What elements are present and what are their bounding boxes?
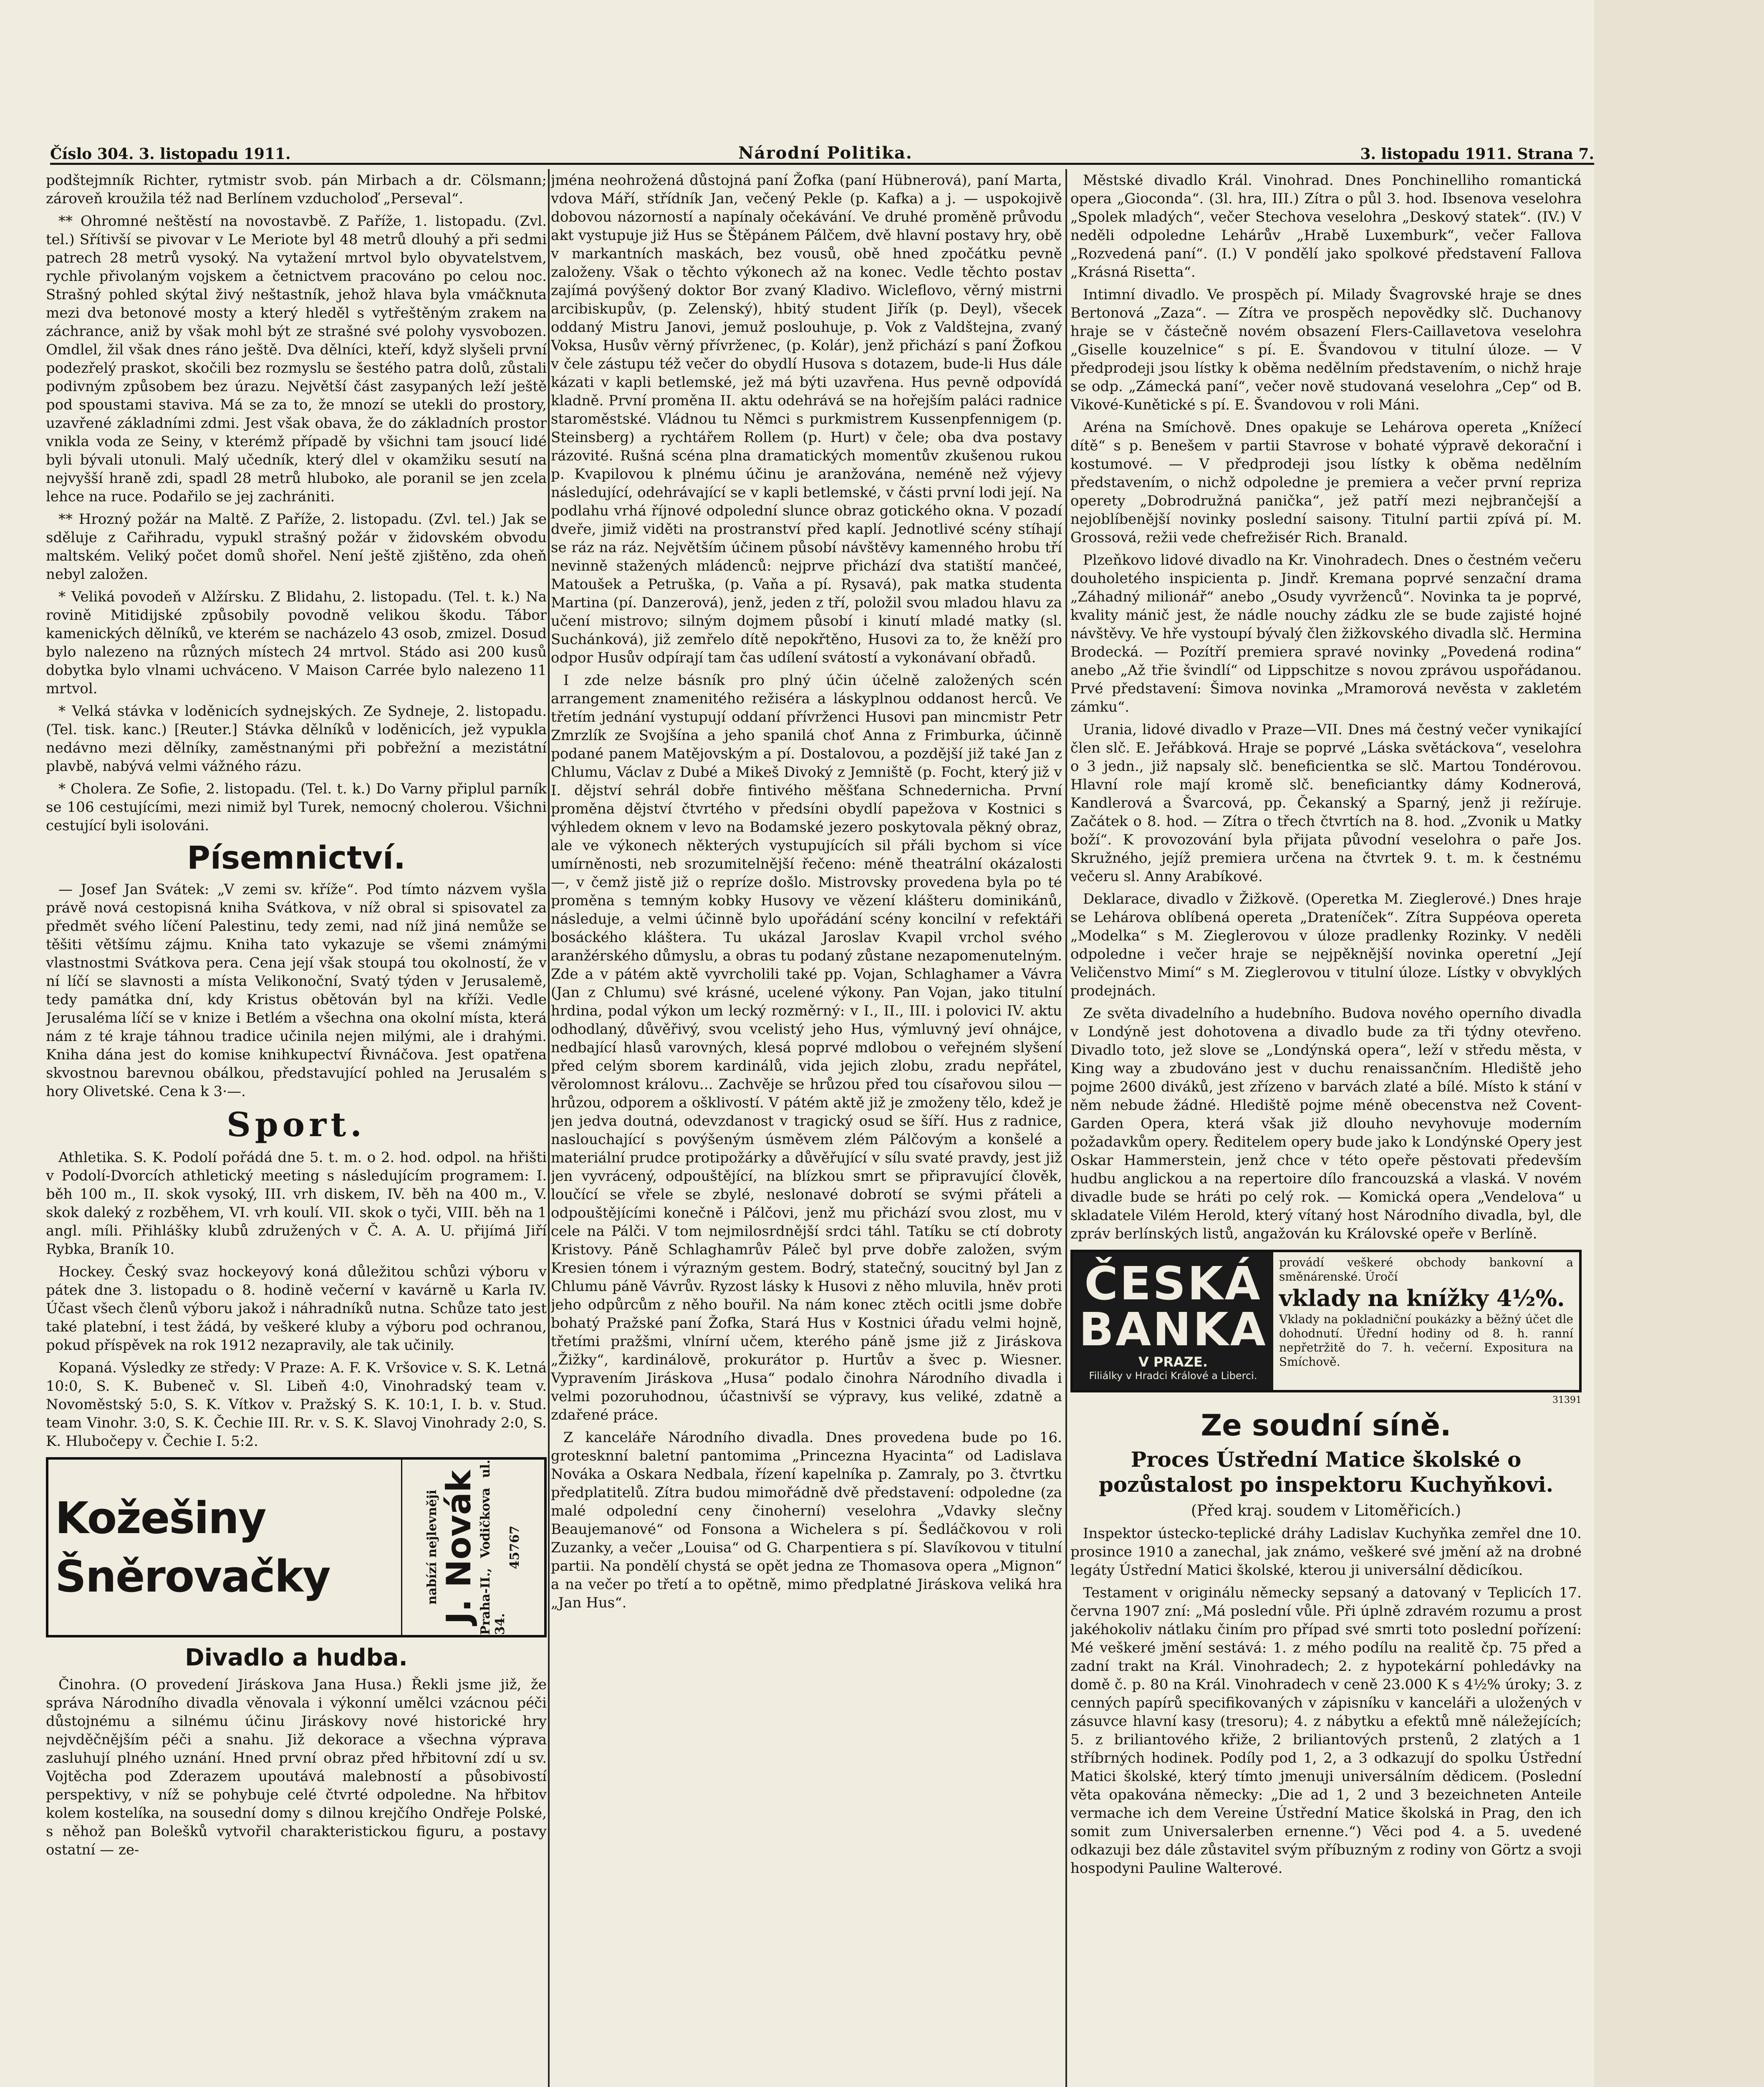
article-paragraph: Deklarace, divadlo v Žižkově. (Operetka M. Zieglerové.) Dnes hraje se Lehárova oblíbená opereta „Drateníček“. Zítra Suppéova opereta „Modelka“ s M. Zieglerovou v úloze pradlenky Rozinky. V neděli odpoledne i večer hraje se nejpěknější novinka operetní „Její Veličenstvo Mimí“ s M. Zieglerovou v titulní úloze. Lístky v obvyklých prodejnách. [1070, 891, 1582, 999]
article-paragraph: Urania, lidové divadlo v Praze—VII. Dnes má čestný večer vynikající člen slč. E. Jeřábková. Hraje se poprvé „Láska světáckova“, veselohra o 3 jedn., již napsaly slč. beneficientka se slč. Martou Tondérovou. Hlavní role mají kromě slč. beneficiantky dámy Kodnerová, Kandlerová a Švarcová, pp. Čekanský a Sparný, jenž ji režíruje. Začátek o 8. hod. — Zítra o třech čtvrtích na 8. hod. „Zvonik u Matky boží“. K provozování byla přijata původní veselohra o paře Jos. Skružného, jejíž premiera určena na čtvrtek 9. t. m. k čestnému večeru sl. Anny Arabíkové. [1070, 721, 1582, 885]
ad-line-furs: Kožešiny [55, 1493, 266, 1544]
advertisement-bank [1070, 1250, 1582, 1392]
ad-line-corsets: Šněrovačky [55, 1551, 330, 1602]
article-paragraph: Ze světa divadelního a hudebního. Budova nového operního divadla v Londýně jest dohotovena a divadlo bude za tři týdny otevřeno. Divadlo toto, jež slove se „Londýnská opera“, leží v středu města, v King way a zbudováno jest v duchu renaissančním. Hlediště jeho pojme 2600 diváků, jest zřízeno v barvách zlaté a bílé. Místo k stání v něm nebude žádné. Hlediště pojme méně obecenstva než Covent-Garden Opera, která však již dlouho nevyhovuje moderním požadavkům opery. Ředitelem opery bude jako k Londýnské Opery jest Oskar Hammerstein, jenž chce v této opeře pěstovati především hudbu anglickou a na repertoire dílo francouzská a vlaská. V novém divadle bude se hráti po celý rok. — Komická opera „Vendelova“ u skladatele Vilém Herold, který vítaný host Národního divadla, byl, dle zpráv berlínských listů, angažován ku Královské opeře v Berlíně. [1070, 1005, 1582, 1242]
article-paragraph: Plzeňkovo lidové divadlo na Kr. Vinohradech. Dnes o čestném večeru douholetého inspicienta p. Jindř. Kremana poprvé senzační drama „Záhadný milionář“ anebo „Osudy vyvrženců“. Novinka ta je poprvé, kvality mánič jest, že nádle nouchy zádku zle se bude zajisté hojné návštěvy. Ve hře vystoupí bývalý člen žižkovského divadla slč. Hermina Brodecká. — Pozítří premiera spravé novinky „Povedená rodina“ anebo „Až třie švindlí“ od Lippschitze s novou zprávou uspořádanou. Prvé představení: Šimova novinka „Mramorová nevěsta v zakletém zámku“. [1070, 552, 1582, 715]
court-subtitle: (Před kraj. soudem v Litoměřicích.) [1191, 1502, 1461, 1519]
article-paragraph: Městské divadlo Král. Vinohrad. Dnes Ponchinelliho romantická opera „Gioconda“. (3l. hra, III.) Zítra o půl 3. hod. Ibsenova veselohra „Spolek mladých“, večer Stechova veselohra „Deskový statek“. (IV.) V neděli odpoledne Lehárův „Hrabě Luxemburk“, večer Fallova „Rozvedená paní“. (I.) V pondělí jako spolkové představení Fallova „Krásná Risetta“. [1070, 172, 1582, 280]
ad-code: 45767 [507, 1525, 522, 1569]
column-1 [46, 171, 547, 2087]
bank-intro: provádí veškeré obchody bankovní a směnárenské. Úročí [1279, 1256, 1573, 1284]
bank-deposits: vklady na knížky 4½%. [1279, 1285, 1565, 1311]
article-paragraph: podštejmník Richter, rytmistr svob. pán Mirbach a dr. Cölsmann; zároveň kroužila též nad Berlínem vzducholoď „Perseval“. [46, 172, 547, 207]
article-paragraph: — Josef Jan Svátek: „V zemi sv. kříže“. Pod tímto názvem vyšla právě nová cestopisná kniha Svátkova, v níž obral si spisovatel za předmět svého líčení Palestinu, tedy zemi, nad níž jiná nemůže se těšiti většímu zájmu. Kniha tato vykazuje se všemi známými vlastnostmi Svátkova pera. Cena její však stoupá tou okolností, že v ní líčí se slavnosti a místa Velikonoční, Svatý týden v Jerusalemě, tedy památka dní, kdy Kristus obětován byl na kříži. Vedle Jerusaléma líčí se v knize i Betlém a všechna ona okolní místa, která nám z té kraje táhnou tradice učinila nejen milými, ale i drahými. Kniha dána jest do komise knihkupectví Řivnáčova. Jest opatřena skvostnou barevnou obálkou, představující pohled na Jerusalém s hory Olivetské. Cena k 3·—. [46, 881, 547, 1100]
page-margin [1594, 0, 1764, 2087]
issue-info: Číslo 304. 3. listopadu 1911. [50, 145, 291, 163]
article-paragraph: ** Ohromné neštěstí na novostavbě. Z Paříže, 1. listopadu. (Zvl. tel.) Sřítivší se pivovar v Le Meriote byl 48 metrů dlouhý a při sedmi patrech 28 metrů vysoký. Na vytažení mrtvol bylo obyvatelstvem, rychle přivolaným vojskem a četnictvem pracováno po celou noc. Strašný pohled skýtal živý neštastník, jehož hlava byla vmáčknuta mezi dva betonové mosty a který hleděl s vytřeštěným zrakem na záchrance, aniž by však mohl být ze strašné své polohy vysvobozen. Omdlel, žil však dnes ráno ještě. Dva dělníci, kteří, když slyšeli první podezřelý praskot, skočili bez rozmyslu se šestého patra dolů, zůstali podivným způsobem bez úrazu. Největší část zasypaných leží ještě pod spoustami staviva. Má se za to, že mnozí se utekli do prostory, uzavřené základními zdmi. Jest však obava, že do základních prostor vnikla voda ze Seiny, v kterémž případě by všichni tam jsoucí lidé byli bývali utonuli. Malý učedník, který dlel v okamžiku sesutí na nejvyšší hraně zdi, spadl 28 metrů hluboko, ale poranil se jen zcela lehce na ruce. Podařilo se jej zachrániti. [46, 213, 547, 505]
article-paragraph: Činohra. (O provedení Jiráskova Jana Husa.) Řekli jsme již, že správa Národního divadla věnovala i výkonní umělci vzácnou péči důstojnému a silnému účinu Jiráskovy nové historické hry nejvděčnějším péči a snahu. Již dekorace a všechna výprava zasluhují plného uznání. Hned první obraz před hřbitovní zdí u sv. Vojtěcha pod Zderazem upoutává malebností a působivostí perspektivy, v níž se pohybuje celé čtvrté odpoledne. Na hřbitov kolem kostelíka, na sousední domy s dilnou krejčího Ondřeje Polské, s něhož pan Bolešků vytvořil charakteristickou figuru, a postavy ostatní — ze- [46, 1676, 547, 1858]
section-heading-sport: Sport. [226, 1105, 366, 1144]
article-paragraph: jména neohrožená důstojná paní Žofka (paní Hübnerová), paní Marta, vdova Máří, střídník Jan, večený Pekle (p. Kafka) a j. — uspokojivě dobovou názorností a napínaly očekávání. Ve druhé proměně průvodu akt vystupuje již Hus se Štěpánem Pálčem, dvě hlavní postavy hry, obě v markantních maskách, bez vousů, obě hned zpočátku pevně založeny. Však o těchto výkonech až na konec. Vedle těchto postav zajímá povýšený doktor Bor zvaný Kladivo. Wicleflovo, věrný mistrni arcibiskupův, (p. Zelenský), hbitý student Jiřík (p. Deyl), všecek oddaný Mistru Janovi, jemuž poslouhuje, p. Vok z Valdštejna, zvaný Voksa, Husův věrný přívrženec, (p. Kolár), jenž přichází s paní Žofkou v čele zástupu též večer do obydlí Husova s dotazem, bude-li Hus dále kázati v kapli betlemské, jež má býti uzavřena. Hus pevně odpovídá kladně. První proměna II. aktu odehrává se na hořejším paláci radnice staroměstské. Vládnou tu Němci s purkmistrem Kussenpfennigem (p. Steinsberg) a rychtářem Rollem (p. Hurt) v čele; oba dva postavy rázovité. Rušná scéna plna dramatických momentův zkušenou rukou p. Kvapilovou k plnému účinu je aranžována, neméně než výjevy následující, odehrávající se v kapli betlemské, v části první lodi její. Na podlahu vrhá říjnové odpolední slunce obraz gotického okna. V pozadí dveře, jimiž viděti na prostranství před kaplí. Jednotlivé scény stíhají se ráz na ráz. Největším účinem působí návštěvy kamenného hrobu tří nevinně stažených mládenců: nejprve přichází dva statiští mančeé, Matoušek a Petruška, (p. Vaňa a pí. Rysavá), pak matka studenta Martina (pí. Danzerová), jenž, jeden z tří, položil svou mladou hlavu za učení mistrovo; silným dojmem působí i kinutí mladé matky (sl. Suchánková), již zemřelo dítě nepokřtěno, Husovi za to, že kněží pro odpor Husův odpírají tam čas udílení svátostí a vykonávaní obřadů. [551, 172, 1062, 666]
article-paragraph: I zde nelze básník pro plný účin účelně založených scén arrangement znamenitého režiséra a láskyplnou oddanost herců. Ve třetím jednání vystupují oddaní přívrženci Husovi pan mincmistr Petr Zmrzlík ze Svojšína a jeho spanilá choť Anna z Frimburka, účinně podané panem Matějovským a pí. Dostalovou, a pozdější již také Jan z Chlumu, Václav z Dubé a Mikeš Divoký z Jemniště (p. Focht, který již v I. dějství sehrál dobře fintivého měšťana Schnedernicha. První proměna dějství čtvrtého v předsíni obydlí papežova v Kostnici s výhledem oknem v levo na Bodamské jezero poskytovala pěkný obraz, ale ve výkonech některých vystupujících sil přáli bychom si více umírněnosti, neb srozumitelnější řečeno: méně theatrální okázalosti —, v čemž jistě již o repríze došlo. Mistrovsky provedena byla po té proměna s temným kobky Husovy ve vězení klášteru dominikánů, následuje, a velmi účinně bylo upořádání scény koncilní v refektáři bosáckého kláštera. Tu ukázal Jaroslav Kvapil vrchol svého aranžérského důmyslu, a obras tu podaný zůstane nezapomenutelným. Zde a v pátém aktě vyvrcholili také pp. Vojan, Schlaghamer a Vávra (Jan z Chlumu) své krásné, ucelené výkony. Pan Vojan, jako titulní hrdina, podal výkon um lecký rozměrný: v I., II., III. i polovici IV. aktu odhodlaný, důvěřivý, svou vcelistý jeho Hus, výmluvný jeví ohnájce, nedbající hlasů varovných, klesá poprvé mdlobou o veřejném slyšení před celým sborem kardinálů, vida jejich zlobu, zradu nepřátel, věrolomnost královu... Zachvěje se hrůzou před tou císařovou silou — hrůzou, odporem a ošklivostí. V pátém aktě již je zmoženy tělo, kdež je jen jedva doutná, odevzdanost v tragický osud se šíří. Hus z radnice, naslouchající s povýšeným úsměvem zlém Pálčovým a konšelé a materiální prudce protipožárky a důvěřující v sílu svaté pravdy, jest již jen vyvrácený, odpouštějící, na blízkou smrt se připravující člověk, loučící se vřele se zbylé, neslonavé dobrotí se svými přáteli a odpouštějícími konečně i Pálčovi, jenž mu přichází svou zlost, mu v cele na Pálči. V tom nejmilosrdnější srdci táhl. Tatíku se ctí dobroty Kristovy. Páně Schlaghamrův Páleč byl prve dobře založen, svým Kresien tónem i výrazným gestem. Bodrý, statečný, soucitný byl Jan z Chlumu páně Vávrův. Ryzost lásky k Husovi z něho mluvila, hněv proti jeho odpůrcům z něho bouřil. Na nám konec ztěch ocitli jsme dobře bohatý Pražské paní Žofka, Stará Hus v Kostnici úřadu velmi hojně, třetími pražšmi, vlnírní učem, kterého páně jsme již z Jiráskova „Žižky“, kardinálově, prokurátor p. Hurtův a švec p. Wiesner. Vypravením Jiráskova „Husa“ podalo činohra Národního divadla i velmi pozoruhodnou, účastnivší se výpravy, kus veliké, zdatně a zdařené práce. [551, 672, 1062, 1423]
bank-logo: ČESKÁ BANKA V PRAZE. Filiálky v Hradci Králové a Liberci. [1073, 1252, 1273, 1390]
court-headline: Proces Ústřední Matice školské o pozůstalost po inspektoru Kuchyňkovi. [1098, 1447, 1554, 1497]
article-paragraph: Hockey. Český svaz hockeyový koná důležitou schůzi výboru v pátek dne 3. listopadu o 8. hodině večerní v kavárně u Karla IV. Účast všech členů výboru jakož i náhradníků nutna. Schůze tato jest také platební, i test žádá, by veškeré kluby a výboru pod ochranou, pokud příspěvek na rok 1912 nezapravily, ale tak učinily. [46, 1263, 547, 1354]
masthead [50, 134, 1594, 165]
ad-code: 31391 [1552, 1395, 1582, 1405]
page-info: 3. listopadu 1911. Strana 7. [1360, 145, 1594, 163]
article-paragraph: * Veliká povodeň v Alžírsku. Z Blidahu, 2. listopadu. (Tel. t. k.) Na rovině Mitidijské způsobily povodně velikou škodu. Tábor kamenických dělníků, ve kterém se nacházelo 43 osob, zmizel. Dosud bylo nalezeno na různých místech 24 mrtvol. Stádo asi 200 kusů dobytka bylo vlnami uchváceno. V Maison Carrée bylo nalezeno 11 mrtvol. [46, 589, 547, 697]
article-paragraph: Intimní divadlo. Ve prospěch pí. Milady Švagrovské hraje se dnes Bertonová „Zaza“. — Zítra ve prospěch nepovědky slč. Duchanovy hraje se v částečně novém obsazení Flers-Caillavetova veselohra „Giselle kouzelnice“ s pí. E. Švandovou v titulní úloze. — V předprodeji jsou lístky k oběma nedělním představením, o nichž hraje se odp. „Zámecká paní“, večer nově studovaná veselohra „Cep“ od B. Vikové-Kunětické s pí. E. Švandovou v roli Máni. [1070, 286, 1582, 413]
article-paragraph: Athletika. S. K. Podolí pořádá dne 5. t. m. o 2. hod. odpol. na hřišti v Podolí-Dvorcích athletický meeting s následujícím programem: I. běh 100 m., II. skok vysoký, III. vrh diskem, IV. běh na 400 m., V. skok daleký z rozběhem, VI. vrh koulí. VII. skok o tyči, VIII. běh na 1 angl. míli. Přihlášky klubů združených v Č. A. A. U. přijímá Jiří Rybka, Braník 10. [46, 1149, 547, 1258]
ad-company-name: J. Novák [439, 1470, 478, 1625]
section-heading-literature: Písemnictví. [187, 839, 406, 876]
bank-details: Vklady na pokladniční poukázky a běžný účet dle dohodnutí. Úřední hodiny od 8. h. ranní nepřetržitě do 7. h. večerní. Expositura na Smíchově. [1279, 1312, 1573, 1369]
article-paragraph: ** Hrozný požár na Maltě. Z Paříže, 2. listopadu. (Zvl. tel.) Jak se sděluje z Cařihradu, vypukl strašný požár v židovském obvodu maltském. Veliký počet domů shořel. Není ještě zjištěno, zda oheň nebyl založen. [46, 511, 547, 583]
newspaper-title: Národní Politika. [738, 143, 913, 163]
article-paragraph: Kopaná. Výsledky ze středy: V Praze: A. F. K. Vršovice v. S. K. Letná 10:0, S. K. Bubeneč v. Sl. Libeň 4:0, Vinohradský team v. Novoměstský 5:0, S. K. Vítkov v. Pražský S. K. 10:1, I. b. v. Stud. team Vinohr. 3:0, S. K. Čechie III. Rr. v. S. K. Slavoj Vinohrady 2:0, S. K. Hlubočepy v. Čechie I. 5:2. [46, 1359, 547, 1450]
column-2 [551, 171, 1062, 2087]
article-paragraph: * Cholera. Ze Sofie, 2. listopadu. (Tel. t. k.) Do Varny připlul parník se 106 cestujícími, mezi nimiž byl Turek, nemocný cholerou. Všichni cestující byli isolováni. [46, 781, 547, 834]
section-heading-court: Ze soudní síně. [1201, 1408, 1451, 1443]
article-paragraph: Inspektor ústecko-teplické dráhy Ladislav Kuchyňka zemřel dne 10. prosince 1910 a zanechal, jak známo, veškeré své jmění až na drobné legáty Ústřední Matici školské, kterou ji universální dědicíkou. [1070, 1525, 1582, 1579]
column-rule [548, 169, 550, 2087]
bank-text [1273, 1252, 1579, 1390]
column-rule [1065, 169, 1067, 2087]
ad-address: Praha-II., Vodičkova ul. 34. [478, 1460, 507, 1635]
article-paragraph: Z kanceláře Národního divadla. Dnes provedena bude po 16. grotesknní baletní pantomima „Princezna Hyacinta“ od Ladislava Nováka a Oskara Nedbala, řízení kapelníka p. Zamraly, po 3. čtvrtku předplatitelů. Zítra budou mimořádně dvě představení: odpoledne (za malé odpolední ceny činoherní) veselohra „Vdavky slečny Beaujemanové“ od Fonsona a Wichelera s pí. Šedláčkovou v roli Zuzanky, a večer „Louisa“ od G. Charpentiera s pí. Slavíkovou v titulní partii. Na pondělí chystá se opět jedna ze Thomasova opera „Mignon“ a na večer po třetí a to opětně, mimo předplatné Jiráskova veliká hra „Jan Hus“. [551, 1429, 1062, 1611]
column-3 [1070, 171, 1582, 2087]
ad-offer: nabízí nejlevněji [424, 1490, 439, 1605]
article-paragraph: * Velká stávka v loděnicích sydnejských. Ze Sydneje, 2. listopadu. (Tel. tisk. kanc.) [Reuter.] Stávka dělníků v loděnicích, jež vypukla nedávno mezi dělníky, zaměstnanými při pobřežní a mezistátní plavbě, nabývá velmi vážného rázu. [46, 703, 547, 775]
article-paragraph: Testament v originálu německy sepsaný a datovaný v Teplicích 17. června 1907 zní: „Má poslední vůle. Při úplně zdravém rozumu a prost jakéhokoliv nátlaku činím pro případ své smrti toto poslední pořízení: Mé veškeré jmění sestává: 1. z mého podílu na realitě čp. 75 před a zadní trakt na Král. Vinohradech; 2. z hypotekární pohledávky na domě č. p. 80 na Král. Vinohradech v ceně 23.000 K s 4½% úroky; 3. z cenných papírů specifikovaných v zápisníku v kanceláři a uložených v zásuvce hlavní kasy (tresoru); 4. z nábytku a efektů mně náležejících; 5. z briliantového křiže, 2 briliantových prstenů, 2 zlatých a 1 stříbrných hodinek. Podíly pod 1, 2, a 3 odkazují do spolku Ústřední Matici školské, který tímto jmenuji universálním dědicem. (Poslední věta opakována německy: „Die ad 1, 2 und 3 bezeichneten Anteile vermache ich dem Vereine Ústřední Matice školská in Prag, den ich somit zum Universalerben ernenne.“) Věci pod 4. a 5. uvedené odkazuji bez dále zůstavitel svým příbuzným z rodiny von Görtz a svoji hospodyni Pauline Walterové. [1070, 1584, 1582, 1877]
advertisement-furs [46, 1457, 547, 1637]
ad-side [401, 1460, 544, 1635]
section-heading-theatre: Divadlo a hudba. [185, 1644, 408, 1671]
article-paragraph: Aréna na Smíchově. Dnes opakuje se Lehárova opereta „Knížecí dítě“ s p. Benešem v partii Stavrose v bohaté výpravě dekorační i kostumové. — V předprodeji jsou lístky k oběma nedělním představením, o nichž odpoledne je premiera a večer první repriza operety „Dobrodružná panička“, jež patří mezi nejbrančejší a nejoblíbenější novinky poslední saisony. Titulní partii zpívá pí. M. Grossová, režii vede chefrežisér Rich. Branald. [1070, 419, 1582, 546]
ad-main [48, 1460, 401, 1635]
